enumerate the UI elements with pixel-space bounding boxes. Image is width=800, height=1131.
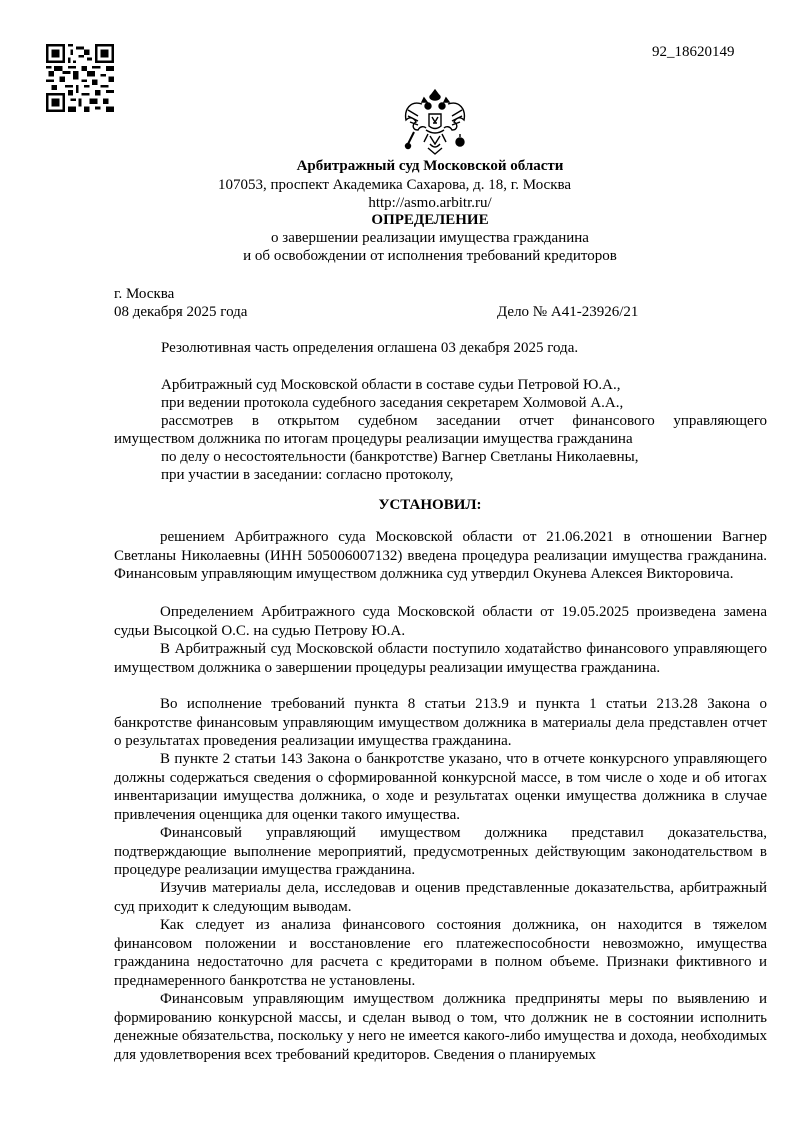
intro-line: имуществом должника по итогам процедуры реализации имущества гражданина	[114, 431, 633, 447]
body-paragraph: Определением Арбитражного суда Московской области от 19.05.2025 произведена замена судьи Высоцкой О.С. на судью Петрову Ю.А.	[114, 604, 767, 639]
body-paragraph: Финансовым управляющим имуществом должника предприняты меры по выявлению и формированию конкурсной массы, и сделан вывод о том, что должник не в состоянии исполнить денежные обязательства, поскольку у него не имеется какого-либо имущества и дохода, необходимых для удовлетворения всех требований кредиторов. Сведения о планируемых	[114, 991, 767, 1063]
resolution-note: Резолютивная часть определения оглашена 03 декабря 2025 года.	[161, 340, 579, 356]
body-paragraph: Во исполнение требований пункта 8 статьи 213.9 и пункта 1 статьи 213.28 Закона о банкротстве финансовым управляющим имуществом должника в материалы дела представлен отчет о результатах проведения реализации имущества гражданина.	[114, 696, 767, 749]
document-id: 92_18620149	[652, 44, 735, 60]
body-paragraph: решением Арбитражного суда Московской области от 21.06.2021 в отношении Вагнер Светланы Николаевны (ИНН 505006007132) введена процедура реализации имущества гражданина. Финансовым управляющим имуществом должника суд утвердил Окунева Алексея Викторовича.	[114, 529, 767, 582]
intro-line: Арбитражный суд Московской области в составе судьи Петровой Ю.А.,	[161, 377, 621, 393]
intro-line: при участии в заседании: согласно протоколу,	[161, 467, 454, 483]
qr-code-icon	[46, 44, 114, 112]
court-address: 107053, проспект Академика Сахарова, д. 18, г. Москва	[218, 177, 572, 193]
body-paragraph: Финансовый управляющий имуществом должника представил доказательства, подтверждающие выполнение мероприятий, предусмотренных действующим законодательством в процедуре реализации имущества гражданина.	[114, 825, 767, 878]
document-type-title: ОПРЕДЕЛЕНИЕ	[371, 212, 489, 228]
document-subtitle-line-2: и об освобождении от исполнения требований кредиторов	[243, 248, 617, 264]
established-heading: УСТАНОВИЛ:	[378, 497, 482, 513]
document-date: 08 декабря 2025 года	[114, 304, 248, 320]
city: г. Москва	[114, 286, 175, 302]
body-paragraph: Как следует из анализа финансового состояния должника, он находится в тяжелом финансовом положении и восстановление его платежеспособности невозможно, имущества гражданина недостаточно для расчета с кредиторами в полном объеме. Признаки фиктивного и преднамеренного банкротства не установлены.	[114, 917, 767, 989]
document-subtitle-line-1: о завершении реализации имущества гражданина	[271, 230, 589, 246]
court-name: Арбитражный суд Московской области	[296, 158, 564, 174]
intro-line: рассмотрев в открытом судебном заседании отчет финансового управляющего	[161, 413, 767, 429]
court-url-link[interactable]: http://asmo.arbitr.ru/	[368, 195, 492, 211]
intro-line: при ведении протокола судебного заседания секретарем Холмовой А.А.,	[161, 395, 624, 411]
coat-of-arms-icon	[400, 86, 470, 158]
intro-line: по делу о несостоятельности (банкротстве) Вагнер Светланы Николаевны,	[161, 449, 639, 465]
body-paragraph: Изучив материалы дела, исследовав и оценив представленные доказательства, арбитражный суд приходит к следующим выводам.	[114, 880, 767, 915]
body-paragraph: В Арбитражный суд Московской области поступило ходатайство финансового управляющего имуществом должника о завершении процедуры реализации имущества гражданина.	[114, 641, 767, 676]
case-number: Дело № А41-23926/21	[497, 304, 639, 320]
body-paragraph: В пункте 2 статьи 143 Закона о банкротстве указано, что в отчете конкурсного управляющего должны содержаться сведения о сформированной конкурсной массе, в том числе о ходе и об итогах инвентаризации имущества должника, о ходе и результатах оценки имущества должника в случае привлечения оценщика для оценки такого имущества.	[114, 751, 767, 823]
